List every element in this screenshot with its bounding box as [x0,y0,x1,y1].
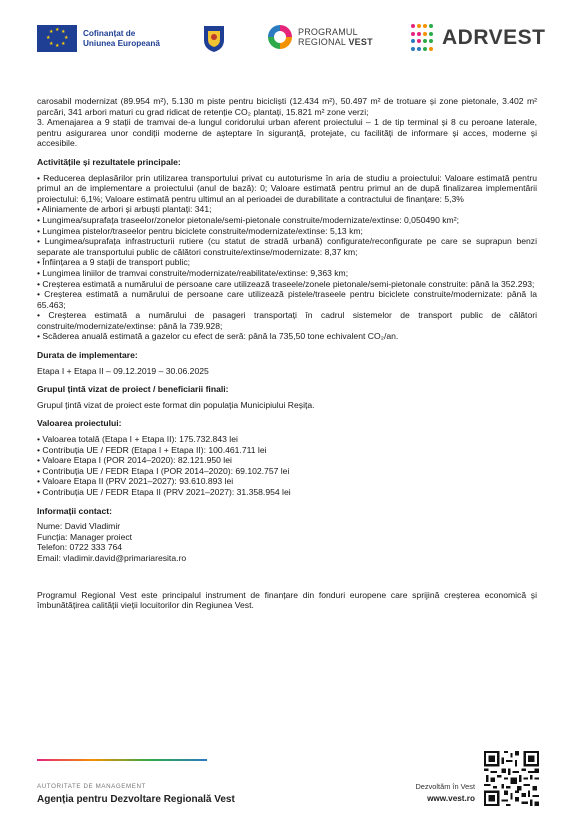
eu-logo-line2: Uniunea Europeană [83,38,160,48]
list-item: • Lungimea pistelor/traseelor pentru biciclete construite/modernizate/extinse: 5,13 km; [37,225,363,236]
contact-details [37,521,537,563]
list-item: • Scăderea anuală estimată a gazelor cu efect de seră: până la 735,50 tone echivalent CO₂/an. [37,331,399,342]
contact-name: Nume: David Vladimir [37,521,121,532]
project-value-list [37,434,537,498]
list-item: • Valoare Etapa II (PRV 2021–2027): 93.610.893 lei [37,476,234,487]
activities-list [37,173,537,343]
list-item: • Lungimea/suprafața traseelor/zonelor pietonale/semi-pietonale construite/modernizate/extinse: 0,050490 km²; [37,214,459,225]
list-item: • Lungimea/suprafața infrastructurii rutiere (cu statut de stradă urbană) configurate/reconfigurate pe care se suprapun benzi separate ale transportului public de călători construite/extinse/modernizate: 8,37 km; [37,236,537,257]
prv-logo-line2b: VEST [348,37,373,47]
intro-paragraph-1: carosabil modernizat (89.954 m²), 5.130 m piste pentru bicicliști (12.434 m²), 50.497 m² de trotuare și zone pietonale, 3.402 m² parcări, 341 arbori maturi cu grad ridicat de retenție CO₂ plantați, 15.821 m² zone verzi; [37,96,537,117]
adr-dots-icon [411,24,435,52]
adr-logo-text: ADRVEST [442,26,546,49]
target-group-heading: Grupul țintă vizat de proiect / beneficiarii finali: [37,384,229,395]
header-logos [0,0,573,75]
website-link[interactable]: www.vest.ro [427,794,475,803]
list-item: • Creșterea estimată a numărului de persoane care utilizează pistele/traseele pentru biciclete construite/modernizate: până la 65.463; [37,289,537,310]
list-item: • Creșterea estimată a numărului de pasageri transportați în cadrul sistemelor de transport public de călători construite/modernizate/extinse: până la 739.928; [37,310,537,331]
prv-logo-line2a: REGIONAL [298,37,349,47]
target-group-text: Grupul țintă vizat de proiect este format din populația Municipiului Reșița. [37,399,315,410]
programul-regional-vest-logo [268,25,373,49]
document-body [37,96,537,611]
prv-logo-line1: PROGRAMUL [298,27,358,37]
list-item: • Reducerea deplasărilor prin utilizarea transportului privat cu autoturisme în aria de studiu a proiectului: Valoare estimată pentru primul an de implementare a proiectului (anul de bază): 0; Valoare estimată pentru primul an de după finalizarea implementării proiectului: 6,1%; Valoare estimată pentru ultimul an al perioadei de durabilitate a contractului de finanțare: 5,3% [37,172,537,204]
contact-role: Funcția: Manager proiect [37,531,133,542]
list-item: • Înființarea a 9 stații de transport public; [37,257,191,268]
eu-flag-icon: ★ ★ ★ ★ ★ ★ ★ ★ [37,25,77,52]
authority-label: AUTORITATE DE MANAGEMENT [37,783,146,790]
prv-ring-icon [268,25,292,49]
duration-heading: Durata de implementare: [37,350,138,361]
agency-name: Agenția pentru Dezvoltare Regională Vest [37,794,235,805]
contact-heading: Informații contact: [37,505,112,516]
list-item: • Creșterea estimată a numărului de persoane care utilizează traseele/zonele pietonale/semi-pietonale construite: până la 352.293; [37,278,535,289]
duration-text: Etapa I + Etapa II – 09.12.2019 – 30.06.2025 [37,365,209,376]
activities-heading: Activitățile și rezultatele principale: [37,156,181,167]
slogan: Dezvoltăm în Vest [415,782,475,791]
list-item: • Contribuția UE / FEDR Etapa I (POR 2014–2020): 69.102.757 lei [37,465,290,476]
list-item: • Valoarea totală (Etapa I + Etapa II): 175.732.843 lei [37,434,238,445]
list-item: • Aliniamente de arbori și arbuști plantați: 341; [37,204,212,215]
qr-code-icon[interactable] [484,751,539,806]
project-value-heading: Valoarea proiectului: [37,418,122,429]
intro-paragraph-2: 3. Amenajarea a 9 stații de tramvai de-a lungul coridorului urban aferent proiectului – 1 de tip terminal și 8 cu peroane laterale, pentru asigurarea unor condiții moderne de așteptare în siguranță, protejate, cu facilități de informare și acces, moderne și accesibile. [37,117,537,149]
footer-color-bar [37,759,207,761]
adr-vest-logo [411,24,545,52]
list-item: • Contribuția UE / FEDR (Etapa I + Etapa II): 100.461.711 lei [37,444,267,455]
eu-logo [37,25,160,52]
list-item: • Valoare Etapa I (POR 2014–2020): 82.121.950 lei [37,455,232,466]
contact-email: Email: vladimir.david@primariaresita.ro [37,552,187,563]
contact-phone: Telefon: 0722 333 764 [37,542,123,553]
closing-paragraph: Programul Regional Vest este principalul instrument de finanțare din fonduri europene care sprijină creșterea economică și îmbunătățirea calității vieții locuitorilor din Regiunea Vest. [37,589,537,611]
romania-coat-of-arms-icon [200,22,228,54]
list-item: • Contribuția UE / FEDR Etapa II (PRV 2021–2027): 31.358.954 lei [37,487,291,497]
eu-logo-line1: Cofinanțat de [83,28,136,38]
list-item: • Lungimea liniilor de tramvai construite/modernizate/reabilitate/extinse: 9,363 km; [37,267,349,278]
